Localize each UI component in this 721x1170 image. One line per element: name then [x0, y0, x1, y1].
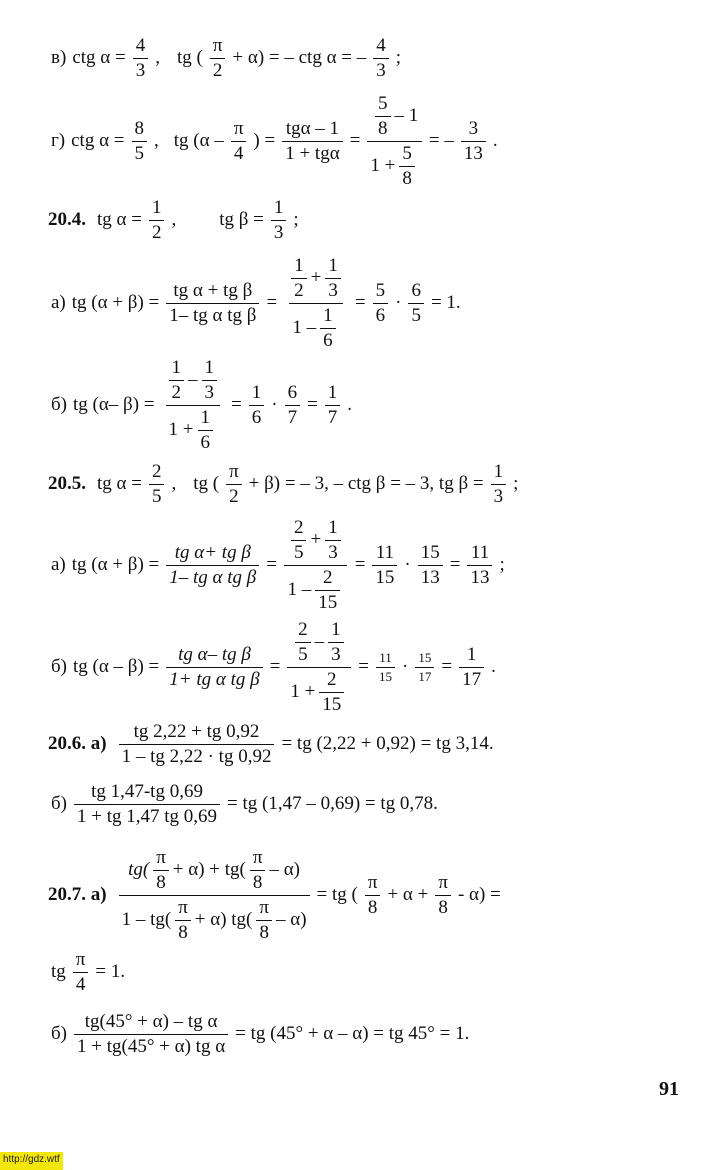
problem-20-7-b: б) $\frac{\text{tg(45° + α) – tg α}}{\text{1 + tg(45° + α) tg α}}$ = tg (45° + α – α) = tg 45° = 1.: [51, 1011, 470, 1057]
fraction: $\frac{tg 1,47-tg 0,69}{1 + tg 1,47 tg 0,69}$: [74, 782, 220, 827]
fraction: $\frac{6}{7}$: [285, 383, 301, 428]
fraction: $\frac{4}{3}$: [373, 36, 389, 81]
fraction: $\frac{\text{tg α+ tg β}}{\text{1– tg α tg β}}$: [166, 543, 259, 588]
expression: tg (: [176, 47, 203, 69]
fraction: $\frac{1}{3}$: [271, 198, 287, 243]
compound-fraction: $\frac{2}{5}$ + $\frac{1}{3}$ 1 – $\frac{2}{15}$: [284, 518, 348, 613]
problem-20-4-a: а) tg (α + β) = $\frac{\text{tg α + tg β}}{\text{1– tg α tg β}}$ = $\frac{1}{2}$ + $\frac{1}{3}$ 1 – $\frac{1}{6}$ = $\frac{5}{6}$ · $\frac{6}{5}$ = 1.: [51, 255, 461, 351]
problem-20-4-b: б) tg (α– β) = $\frac{1}{2}$ – $\frac{1}{3}$ 1 + $\frac{1}{6}$ = $\frac{1}{6}$ · $\frac{6}{7}$ = $\frac{1}{7}$ .: [51, 357, 353, 453]
fraction: $\frac{\pi}{8}$: [435, 873, 451, 918]
problem-20-6-a: 20.6. а) $\frac{tg 2,22 + tg 0,92}{1 - tg 2,22 \cdot tg 0,92}$ = tg (2,22 + 0,92) = tg 3,14.: [48, 721, 494, 767]
expression: + α) = – ctg α = –: [232, 47, 367, 69]
fraction: $\frac{1}{2}$: [149, 198, 165, 243]
problem-number: 20.5.: [48, 473, 86, 495]
fraction: $\frac{2}{5}$: [149, 462, 165, 507]
fraction: $\frac{11}{13}$: [467, 543, 492, 588]
fraction: $\frac{\text{tgα – 1}}{\text{1 + tgα}}$: [282, 119, 342, 164]
problem-number: 20.7. а): [48, 884, 107, 906]
problem-20-5: 20.5. tg α = $\frac{2}{5}$ , tg ( $\frac{\pi}{2}$ + β) = – 3, – ctg β = – 3, tg β = $\frac{1}{3}$ ;: [48, 461, 519, 507]
problem-20-6-b: б) $\frac{tg 1,47-tg 0,69}{1 + tg 1,47 tg 0,69}$ = tg (1,47 – 0,69) = tg 0,78.: [51, 781, 438, 827]
problem-20-7-a-result: tg $\frac{\pi}{4}$ = 1.: [51, 949, 126, 995]
fraction: $\frac{\text{tg(45° + α) – tg α}}{\text{1 + tg(45° + α) tg α}}$: [74, 1012, 228, 1057]
problem-20-7-a: 20.7. а) tg( $\frac{\pi}{8}$ + α) + tg( $\frac{\pi}{8}$ – α) 1 – tg( $\frac{\pi}{8}$ + α) tg( $\frac{\pi}{8}$ – α) = tg ( $\frac{\pi}{8}$ + α + $\frac{\pi}{8}$ - α) =: [48, 847, 501, 943]
expression: ctg α =: [71, 130, 125, 152]
fraction: $\frac{\pi}{2}$: [226, 462, 242, 507]
item-label: а): [51, 554, 66, 576]
fraction: $\frac{tg 2,22 + tg 0,92}{1 - tg 2,22 \cdot tg 0,92}$: [119, 722, 275, 767]
item-label: б): [51, 394, 67, 416]
expression: ctg α =: [72, 47, 126, 69]
item-label: б): [51, 793, 67, 815]
source-link[interactable]: http://gdz.wtf: [0, 1152, 63, 1170]
fraction: $\frac{1}{6}$: [249, 383, 265, 428]
problem-number: 20.6. а): [48, 733, 107, 755]
fraction: $\frac{6}{5}$: [408, 281, 424, 326]
problem-20-4: 20.4. tg α = $\frac{1}{2}$ , tg β = $\frac{1}{3}$ ;: [48, 197, 299, 243]
problem-number: 20.4.: [48, 209, 86, 231]
fraction: $\frac{1}{3}$: [491, 462, 507, 507]
fraction: $\frac{15}{17}$: [415, 651, 434, 683]
fraction: $\frac{5}{6}$: [373, 281, 389, 326]
fraction: $\frac{15}{13}$: [418, 543, 443, 588]
item-label: б): [51, 656, 67, 678]
compound-fraction: tg( $\frac{\pi}{8}$ + α) + tg( $\frac{\pi}{8}$ – α) 1 – tg( $\frac{\pi}{8}$ + α) tg( $\frac{\pi}{8}$ – α): [119, 848, 310, 943]
fraction: $\frac{3}{13}$: [461, 119, 486, 164]
fraction: $\frac{1}{17}$: [459, 645, 484, 690]
item-label: г): [51, 130, 66, 152]
compound-fraction: $\frac{1}{2}$ – $\frac{1}{3}$ 1 + $\frac{1}{6}$: [162, 358, 225, 453]
fraction: $\frac{1}{7}$: [325, 383, 341, 428]
fraction: $\frac{4}{3}$: [133, 36, 149, 81]
compound-fraction: $\frac{1}{2}$ + $\frac{1}{3}$ 1 – $\frac{1}{6}$: [284, 256, 348, 351]
expression: tg (α –: [173, 130, 224, 152]
fraction: $\frac{\text{tg α– tg β}}{\text{1+ tg α tg β}}$: [166, 645, 262, 690]
item-label: в): [51, 47, 67, 69]
fraction: $\frac{11}{15}$: [372, 543, 397, 588]
fraction: $\frac{\pi}{2}$: [210, 36, 226, 81]
fraction: $\frac{\pi}{4}$: [73, 950, 89, 995]
compound-fraction: $\frac{2}{5}$ – $\frac{1}{3}$ 1 + $\frac{2}{15}$: [287, 620, 351, 715]
page-number: 91: [659, 1078, 679, 1100]
fraction: $\frac{11}{15}$: [376, 651, 395, 683]
line-g: г) ctg α = $\frac{8}{5}$ , tg (α – $\frac{\pi}{4}$ ) = $\frac{\text{tgα – 1}}{\text{1 + tgα}}$ = $\frac{5}{8}$ – 1 1 + $\frac{5}{8}$ = – $\frac{3}{13}$ .: [51, 93, 498, 189]
fraction: $\frac{\pi}{4}$: [231, 119, 247, 164]
fraction: $\frac{\text{tg α + tg β}}{\text{1– tg α tg β}}$: [166, 281, 259, 326]
fraction: $\frac{8}{5}$: [132, 119, 148, 164]
line-v: в) ctg α = $\frac{4}{3}$ , tg ( $\frac{\pi}{2}$ + α) = – ctg α = – $\frac{4}{3}$ ;: [51, 35, 402, 81]
problem-20-5-a: а) tg (α + β) = $\frac{\text{tg α+ tg β}}{\text{1– tg α tg β}}$ = $\frac{2}{5}$ + $\frac{1}{3}$ 1 – $\frac{2}{15}$ = $\frac{11}{15}$ · $\frac{15}{13}$ = $\frac{11}{13}$ ;: [51, 517, 505, 613]
problem-20-5-b: б) tg (α – β) = $\frac{\text{tg α– tg β}}{\text{1+ tg α tg β}}$ = $\frac{2}{5}$ – $\frac{1}{3}$ 1 + $\frac{2}{15}$ = $\frac{11}{15}$ · $\frac{15}{17}$ = $\frac{1}{17}$ .: [51, 619, 496, 715]
item-label: а): [51, 292, 66, 314]
item-label: б): [51, 1023, 67, 1045]
compound-fraction: $\frac{5}{8}$ – 1 1 + $\frac{5}{8}$: [367, 94, 421, 189]
fraction: $\frac{\pi}{8}$: [365, 873, 381, 918]
